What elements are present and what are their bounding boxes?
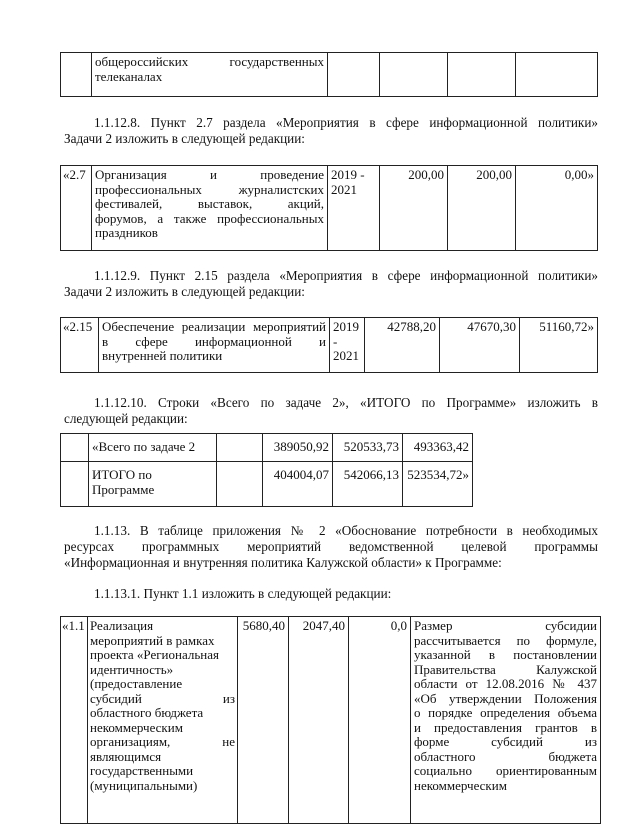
table-cell-text: форме субсидий из	[414, 734, 597, 749]
table-cell-text: указанной в постановлении	[414, 647, 597, 662]
table-cell-text: Обеспечение реализации мероприятий	[102, 319, 326, 334]
table-cell-text: Размер субсидии	[414, 618, 597, 633]
table-cell-value: 5680,40	[238, 617, 289, 824]
table-totals	[60, 433, 473, 507]
table-cell-text: Правительства Калужской	[414, 661, 597, 677]
table-cell-text: некоммерческим	[90, 719, 183, 735]
table-cell-value: 2047,40	[289, 617, 349, 824]
table-cell-num	[61, 53, 92, 97]
table-cell-name	[99, 318, 330, 373]
table-cell-empty	[217, 434, 263, 462]
table-cell-text: рассчитывается по формуле,	[414, 632, 597, 648]
table-cell-text: (предоставление	[90, 676, 183, 691]
table-cell-text: областного бюджета	[414, 748, 597, 764]
table-cell-empty	[61, 462, 89, 507]
table-cell-value: 542066,13	[333, 462, 403, 507]
table-cell-text: Организация и проведение	[95, 167, 324, 182]
table-cell-text: государственными	[90, 763, 194, 778]
table-cell-value: 0,00»	[516, 166, 598, 251]
table-cell-text: областного бюджета	[90, 705, 204, 720]
table-cell-value: 404004,07	[263, 462, 333, 507]
table-cell-num: «2.7	[61, 166, 92, 251]
table-cell-text: в сфере информационной и	[102, 333, 326, 349]
table-cell-period	[330, 318, 365, 373]
table-cell-text: 2019 -	[331, 167, 365, 182]
table-cell-text: и предоставления грантов в	[414, 719, 597, 735]
table-cell-text: общероссийских государственных	[95, 54, 324, 69]
table-cell-text: организациям, не	[90, 734, 235, 749]
table-cell-empty	[61, 434, 89, 462]
table-cell-empty	[380, 53, 448, 97]
paragraph-1-1-12-10	[64, 395, 598, 427]
paragraph-1-1-12-8	[64, 115, 598, 147]
table-cell-text: (муниципальными)	[90, 777, 198, 793]
table-cell-text: 2021	[331, 181, 357, 197]
table-cell-text: идентичность»	[90, 661, 174, 677]
table-cell-value: 389050,92	[263, 434, 333, 462]
table-cell-value: 0,0	[349, 617, 411, 824]
paragraph-line: 1.1.13.1. Пункт 1.1 изложить в следующей редакции:	[94, 586, 392, 601]
table-cell-name	[92, 166, 328, 251]
table-cell-text: являющимся	[90, 748, 162, 764]
table-cell-text: Программе	[92, 481, 155, 497]
table-cell-text: 2021	[333, 348, 359, 363]
paragraph-line: 1.1.13. В таблице приложения № 2 «Обоснование потребности в необходимых	[94, 523, 598, 538]
table-cell-name	[88, 617, 238, 824]
table-item-2-15	[60, 317, 598, 373]
table-cell-text: форумов, а также профессиональных	[95, 210, 324, 226]
paragraph-line: Задачи 2 изложить в следующей редакции:	[64, 284, 305, 299]
paragraph-line: 1.1.12.8. Пункт 2.7 раздела «Мероприятия в сфере информационной политики»	[94, 115, 598, 130]
paragraph-line: 1.1.12.10. Строки «Всего по задаче 2», «ИТОГО по Программе» изложить в	[94, 395, 598, 410]
paragraph-line: 1.1.12.9. Пункт 2.15 раздела «Мероприятия в сфере информационной политики»	[94, 268, 598, 283]
table-cell-text: внутренней политики	[102, 348, 223, 363]
table-cell-value: 200,00	[380, 166, 448, 251]
table-cell-text: -	[333, 333, 338, 349]
table-cell-value: 51160,72»	[520, 318, 598, 373]
table-cell-value: 520533,73	[333, 434, 403, 462]
table-cell-text: мероприятий в рамках	[90, 632, 215, 648]
paragraph-line: ресурсах программных мероприятий ведомственной целевой программы	[64, 539, 598, 554]
paragraph-1-1-13	[64, 523, 598, 571]
paragraph-line: Задачи 2 изложить в следующей редакции:	[64, 131, 305, 146]
table-cell-text: о порядке определения объема	[414, 705, 597, 720]
table-cell-name	[92, 53, 328, 97]
table-cell-num: «2.15	[61, 318, 99, 373]
table-cell-text: субсидий из	[90, 690, 235, 706]
table-cell-value: 42788,20	[365, 318, 440, 373]
table-cell-text: профессиональных журналистских	[95, 181, 324, 197]
table-cell-description	[411, 617, 601, 824]
table-cell-text: «Об утверждении Положения	[414, 690, 597, 706]
paragraph-line: «Информационная и внутренняя политика Калужской области» к Программе:	[64, 555, 502, 570]
table-cell-num: «1.1	[61, 617, 88, 824]
table-cell-value: 47670,30	[440, 318, 520, 373]
table-cell-empty	[516, 53, 598, 97]
table-cell-period	[328, 166, 380, 251]
table-item-1-1	[60, 616, 601, 824]
paragraph-line: следующей редакции:	[64, 411, 188, 426]
table-fragment-top	[60, 52, 598, 97]
table-cell-text: фестивалей, выставок, акций,	[95, 196, 324, 211]
table-cell-label	[89, 462, 217, 507]
table-cell-empty	[448, 53, 516, 97]
table-cell-text: 2019	[333, 319, 359, 334]
table-cell-text: праздников	[95, 225, 158, 240]
table-cell-label: «Всего по задаче 2	[89, 434, 217, 462]
table-cell-text: социально ориентированным	[414, 763, 597, 778]
table-cell-text: проекта «Региональная	[90, 647, 219, 662]
table-cell-text: Реализация	[90, 618, 154, 633]
table-cell-text: некоммерческим	[414, 777, 507, 793]
table-cell-empty	[328, 53, 380, 97]
table-cell-text: области от 12.08.2016 № 437	[414, 676, 597, 691]
table-cell-empty	[217, 462, 263, 507]
table-item-2-7	[60, 165, 598, 251]
table-cell-value: 493363,42	[403, 434, 473, 462]
table-cell-value: 523534,72»	[403, 462, 473, 507]
table-cell-value: 200,00	[448, 166, 516, 251]
paragraph-1-1-12-9	[64, 268, 598, 300]
table-cell-text: телеканалах	[95, 68, 163, 84]
paragraph-1-1-13-1	[64, 586, 598, 602]
table-cell-text: ИТОГО по	[92, 467, 152, 482]
